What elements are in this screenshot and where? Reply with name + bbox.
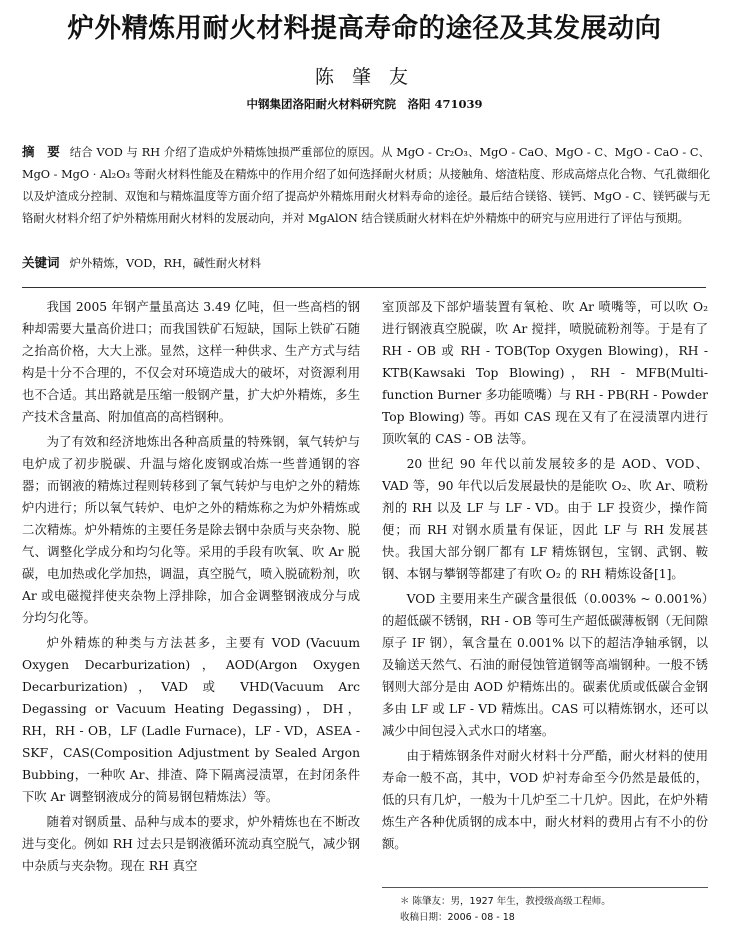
body-paragraph: 为了有效和经济地炼出各种高质量的特殊钢，氧气转炉与电炉成了初步脱碳、升温与熔化废钢或冶炼一些普通钢的容器；而钢液的精炼过程则转移到了氧气转炉与电炉之外的精炼炉内进行；所以氧气转炉、电炉之外的精炼称之为炉外精炼或二次精炼。炉外精炼的主要任务是除去钢中杂质与夹杂物、脱气、调整化学成分和均匀化等。采用的手段有吹氧、吹 Ar 脱碳，电加热或化学加热，调温，真空脱气，喷入脱硫粉剂，吹 Ar 或电磁搅拌使夹杂物上浮排除，加合金调整钢液成分与成分均匀化等。 <box>22 435 360 625</box>
keywords-text: 炉外精炼，VOD，RH，碱性耐火材料 <box>69 257 262 270</box>
keywords <box>22 252 710 275</box>
abstract <box>22 141 710 230</box>
abstract-text: 结合 VOD 与 RH 介绍了造成炉外精炼蚀损严重部位的原因。从 MgO - Cr₂O₃、MgO - CaO、MgO - C、MgO - CaO - C、MgO - MgO · Al₂O₃ 等耐火材料性能及在精炼中的作用介绍了如何选择耐火材质；从接触角、熔渣粘度、形成高熔点化合物、气孔微细化以及炉渣成分控制、双饱和与精炼温度等方面介绍了提高炉外精炼用耐火材料寿命的途径。最后结合镁铬、镁钙、MgO - C、镁钙碳与无铬耐火材料介绍了炉外精炼用耐火材料的发展动向，并对 MgAlON 结合镁质耐火材料在炉外精炼中的研究与应用进行了评估与预期。 <box>22 146 710 225</box>
keywords-label: 关键词 <box>22 255 60 270</box>
body-paragraph: 由于精炼钢条件对耐火材料十分严酷，耐火材料的使用寿命一般不高，其中，VOD 炉衬寿命至今仍然是最低的，低的只有几炉，一般为十几炉至二十几炉。因此，在炉外精炼生产各种优质钢的成本中，耐火材料的费用占有不小的份额。 <box>382 749 708 851</box>
right-column <box>382 296 708 858</box>
affiliation: 中钢集团洛阳耐火材料研究院 洛阳 471039 <box>246 97 483 111</box>
author-name: 陈 肇 友 <box>314 66 415 88</box>
footnote <box>400 894 700 926</box>
body-paragraph: 随着对钢质量、品种与成本的要求，炉外精炼也在不断改进与变化。例如 RH 过去只是钢液循环流动真空脱气，减少钢中杂质与夹杂物。现在 RH 真空 <box>22 815 360 873</box>
abstract-label: 摘 要 <box>22 144 60 159</box>
footnote-author: ＊ 陈肇友：男，1927 年生，教授级高级工程师。 <box>400 896 611 907</box>
footnote-divider <box>382 887 708 888</box>
body-paragraph: 炉外精炼的种类与方法甚多，主要有 VOD (Vacuum Oxygen Decarburization)，AOD(Argon Oxygen Decarburization)，VAD 或 VHD(Vacuum Arc Degassing or Vacuum Heating Degassing)，DH，RH，RH - OB，LF (Ladle Furnace)，LF - VD，ASEA - SKF，CAS(Composition Adjustment by Sealed Argon Bubbing，一种吹 Ar、排渣、降下隔离浸渍罩，在封闭条件下吹 Ar 调整钢液成分的简易钢包精炼法）等。 <box>22 636 360 804</box>
paper-title: 炉外精炼用耐火材料提高寿命的途径及其发展动向 <box>67 13 662 44</box>
body-paragraph: VOD 主要用来生产碳含量很低（0.003% ~ 0.001%）的超低碳不锈钢，RH - OB 等可生产超低碳薄板钢（无间隙原子 IF 钢），氧含量在 0.001% 以下的超洁净轴承钢，以及输送天然气、石油的耐侵蚀管道钢等高端钢种。一般不锈钢则大部分是由 AOD 炉精炼出的。碳素优质或低碳合金钢多由 LF 或 LF - VD 精炼出。CAS 可以精炼钢水，还可以减少中间包浸入式水口的堵塞。 <box>382 592 708 738</box>
header-divider <box>22 287 706 288</box>
body-paragraph: 20 世纪 90 年代以前发展较多的是 AOD、VOD、VAD 等，90 年代以后发展最快的是能吹 O₂、吹 Ar、喷粉剂的 RH 以及 LF 与 LF - VD。由于 LF 投资少，操作简便；而 RH 对钢水质量有保证，因此 LF 与 RH 发展甚快。我国大部分钢厂都有 LF 精炼钢包，宝钢、武钢、鞍钢、本钢与攀钢等都建了有吹 O₂ 的 RH 精炼设备[1]。 <box>382 457 708 581</box>
left-column <box>22 296 360 880</box>
footnote-received-date: 收稿日期：2006 - 08 - 18 <box>400 912 515 923</box>
body-paragraph: 室顶部及下部炉墙装置有氧枪、吹 Ar 喷嘴等，可以吹 O₂ 进行钢液真空脱碳，吹 Ar 搅拌，喷脱硫粉剂等。于是有了 RH - OB 或 RH - TOB(Top Oxygen Blowing)，RH - KTB(Kawsaki Top Blowing)，RH - MFB(Multi-function Burner 多功能喷嘴）与 RH - PB(RH - Powder Top Blowing) 等。再如 CAS 现在又有了在浸渍罩内进行顶吹氧的 CAS - OB 法等。 <box>382 300 708 446</box>
body-paragraph: 我国 2005 年钢产量虽高达 3.49 亿吨，但一些高档的钢种却需要大量高价进口；而我国铁矿石短缺，国际上铁矿石随之抬高价格，大大上涨。显然，这样一种供求、生产方式与结构是十分不合理的，不仅会对环境造成大的破坏，对资源利用也不合适。其出路就是压缩一般钢产量，扩大炉外精炼，多生产技术含量高、附加值高的高档钢种。 <box>22 300 360 424</box>
